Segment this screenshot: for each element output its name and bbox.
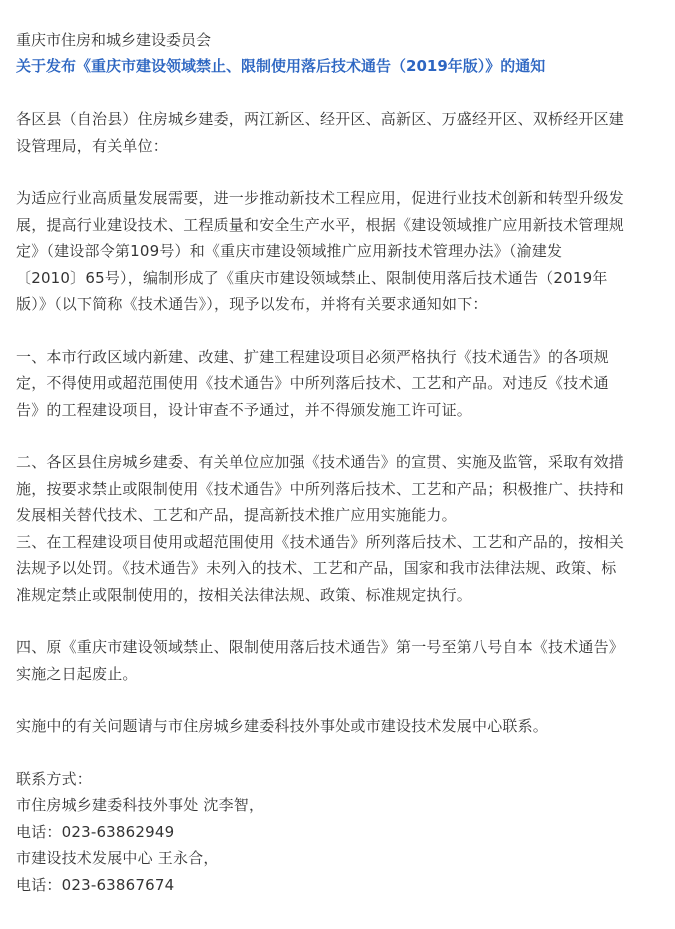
item-four-paragraph [16,634,661,687]
item-one-paragraph [16,344,661,424]
intro-line: 定》（建设部令第109号）和《重庆市建设领域推广应用新技术管理办法》（渝建发 [16,242,563,260]
intro-line: 为适应行业高质量发展需要，进一步推动新技术工程应用，促进行业技术创新和转型升级发 [16,189,625,207]
issuer-name: 重庆市住房和城乡建设委员会 [16,31,212,49]
item-three-line: 准规定禁止或限制使用的，按相关法律法规、政策、标准规定执行。 [16,585,473,604]
closing-paragraph [16,713,661,740]
item-three-paragraph [16,529,661,609]
item-three-line: 三、在工程建设项目使用或超范围使用《技术通告》所列落后技术、工艺和产品的，按相关 [16,532,625,551]
notice-title: 关于发布《重庆市建设领域禁止、限制使用落后技术通告（2019年版）》的通知 [16,57,546,75]
intro-line: 展，提高行业建设技术、工程质量和安全生产水平，根据《建设领域推广应用新技术管理规 [16,215,625,234]
intro-line: 〔2010〕65号），编制形成了《重庆市建设领域禁止、限制使用落后技术通告（2019年 [16,268,608,287]
contact-person: 市住房城乡建委科技外事处 沈李智， [16,796,265,814]
intro-paragraph [16,185,661,318]
salutation-line: 各区县（自治县）住房城乡建委，两江新区、经开区、高新区、万盛经开区、双桥经开区建 [16,110,625,128]
salutation-line: 设管理局，有关单位： [16,136,169,155]
closing-line: 实施中的有关问题请与市住房城乡建委科技外事处或市建设技术发展中心联系。 [16,717,549,735]
contact-phone: 电话：023-63862949 [16,822,175,841]
intro-line: 版）》（以下简称《技术通告》），现予以发布，并将有关要求通知如下： [16,295,488,313]
item-four-line: 四、原《重庆市建设领域禁止、限制使用落后技术通告》第一号至第八号自本《技术通告》 [16,638,625,656]
contact-label: 联系方式： [16,769,93,788]
item-four-line: 实施之日起废止。 [16,664,138,683]
item-two-line: 施，按要求禁止或限制使用《技术通告》中所列落后技术、工艺和产品；积极推广、扶持和 [16,479,625,498]
contact-person: 市建设技术发展中心 王永合， [16,849,219,867]
item-two-paragraph [16,449,661,529]
salutation [16,106,661,159]
item-three-line: 法规予以处罚。《技术通告》未列入的技术、工艺和产品，国家和我市法律法规、政策、标 [16,559,617,577]
item-one-line: 一、本市行政区域内新建、改建、扩建工程建设项目必须严格执行《技术通告》的各项规 [16,347,609,366]
item-two-line: 二、各区县住房城乡建委、有关单位应加强《技术通告》的宣贯、实施及监管，采取有效措 [16,453,625,471]
item-one-line: 告》的工程建设项目，设计审查不予通过，并不得颁发施工许可证。 [16,400,473,419]
contact-phone: 电话：023-63867674 [16,875,175,894]
item-two-line: 发展相关替代技术、工艺和产品，提高新技术推广应用实施能力。 [16,506,457,524]
item-one-line: 定，不得使用或超范围使用《技术通告》中所列落后技术、工艺和产品。对违反《技术通 [16,374,609,392]
contact-block [16,766,661,899]
